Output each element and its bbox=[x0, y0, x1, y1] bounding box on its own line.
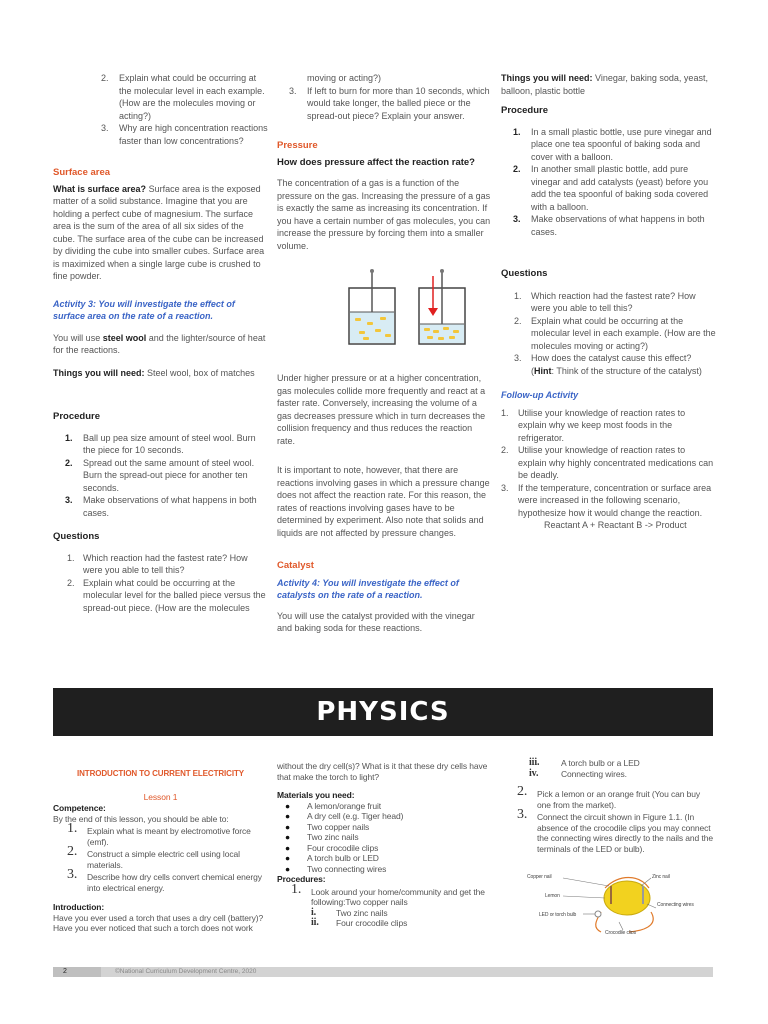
list-item: 1. Ball up pea size amount of steel wool. Burn the piece for 10 seconds. bbox=[65, 432, 256, 455]
pressure-paragraph-3: It is important to note, however, that there are reactions involving gases in which a pressure change does not affect the reaction rate. For this reason, the rates of reactions involving gases have to be determined by experiment. Also note that solids and liquids are not affected by pressure changes. bbox=[277, 465, 490, 538]
list-item: i. Two zinc nails bbox=[311, 906, 388, 918]
chem-column-3 bbox=[501, 72, 716, 532]
copyright-text: ©National Curriculum Development Centre, 2020 bbox=[115, 968, 257, 975]
chem-column-2 bbox=[277, 72, 492, 635]
pressure-paragraph-2: Under higher pressure or at a higher concentration, gas molecules collide more frequently and react at a faster rate. Conversely, increasing the volume of a gas decreases pressure which in turn decreases the collision frequency and thus reduces the reaction rate. bbox=[277, 373, 486, 446]
page-number: 2 bbox=[53, 967, 101, 977]
c3-questions-heading: Questions bbox=[501, 268, 548, 279]
list-item: ● Two connecting wires bbox=[285, 863, 387, 874]
pressure-question: How does pressure affect the reaction rate? bbox=[277, 156, 475, 168]
surface-area-paragraph: What is surface area? Surface area is the exposed matter of a solid substance. Imagine that you are holding a perfect cube of magnesium. The surface area is the sum of the area of all six sides of the cube. The surface area of the cube can be increased by dividing the cube into smaller cubes. Surface area is maximized when a single large cube is crushed to fine powder. bbox=[53, 183, 265, 281]
list-item: ● A torch bulb or LED bbox=[285, 853, 379, 863]
list-item: 3. Connect the circuit shown in Figure 1.1. (In absence of the crocodile clips you may connect the connecting wires directly to the nails and the terminals of the LED or bulb). bbox=[517, 807, 713, 854]
label-lemon: Lemon bbox=[545, 893, 560, 899]
list-item: 3. Why are high concentration reactions faster than low concentrations? bbox=[101, 123, 268, 146]
lesson-label: Lesson 1 bbox=[143, 791, 178, 802]
label-zinc-nail: Zinc nail bbox=[652, 874, 670, 880]
continued-text: moving or acting?) bbox=[307, 73, 382, 83]
list-item: ● Four crocodile clips bbox=[285, 842, 379, 853]
physics-banner: PHYSICS bbox=[53, 688, 713, 736]
procedure-list-continued bbox=[501, 784, 716, 854]
list-item: 1. Which reaction had the fastest rate? How were you able to tell this? bbox=[67, 552, 248, 575]
lemon-circuit-figure bbox=[501, 864, 716, 934]
section-title: INTRODUCTION TO CURRENT ELECTRICITY bbox=[76, 769, 245, 778]
introduction-continued: without the dry cell(s)? What is it that these dry cells have that make the torch to light? bbox=[277, 761, 488, 782]
list-item: 3. Make observations of what happens in both cases. bbox=[65, 495, 257, 518]
surface-area-heading: Surface area bbox=[53, 167, 111, 178]
label-crocodile-clips: Crocodile clips bbox=[605, 930, 637, 934]
list-item: 2. Explain what could be occurring at the molecular level in each example. (How are the molecules moving or acting?) bbox=[514, 315, 716, 351]
introduction-label: Introduction: bbox=[53, 902, 105, 912]
procedure-list bbox=[53, 432, 268, 520]
introduction-text: Have you ever used a torch that uses a dry cell (battery)? Have you ever noticed that such a torch does not work bbox=[53, 912, 264, 933]
list-item: 1. Utilise your knowledge of reaction rates to explain why we keep most foods in the refrigerator. bbox=[501, 407, 686, 443]
list-item: 3. How does the catalyst cause this effect? bbox=[514, 353, 692, 363]
procedure-heading: Procedure bbox=[53, 411, 100, 422]
list-item: ● A lemon/orange fruit bbox=[285, 800, 382, 811]
list-item: 3. Describe how dry cells convert chemical energy into electrical energy. bbox=[67, 867, 262, 893]
sub-items-continued bbox=[501, 758, 716, 779]
label-copper-nail: Copper nail bbox=[527, 874, 552, 880]
competence-text: By the end of this lesson, you should be able to: bbox=[53, 813, 229, 824]
list-item: ● Two zinc nails bbox=[285, 832, 359, 842]
list-item: 2. Utilise your knowledge of reaction rates to explain why highly concentrated medications can be deadly. bbox=[501, 445, 714, 480]
physics-column-1 bbox=[53, 769, 268, 934]
sub-items-list bbox=[277, 908, 492, 929]
materials-label: Materials you need: bbox=[277, 790, 355, 800]
questions-heading: Questions bbox=[53, 531, 100, 542]
list-item: ● A dry cell (e.g. Tiger head) bbox=[285, 811, 404, 821]
questions-list bbox=[53, 552, 268, 615]
hint-text: (Hint: Think of the structure of the catalyst) bbox=[531, 365, 702, 376]
pressure-paragraph-1: The concentration of a gas is a function of the pressure on the gas. Increasing the pressure of a gas is exactly the same as increasing its concentration. If you have a certain number of gas molecules, you can increase the pressure by forcing them into a smaller volume. bbox=[277, 178, 491, 251]
c3-things-you-need: Things you will need: Vinegar, baking soda, yeast, balloon, plastic bottle bbox=[501, 73, 708, 96]
materials-list bbox=[277, 801, 492, 875]
list-item: iv. Connecting wires. bbox=[529, 767, 627, 779]
list-item: 2. In another small plastic bottle, add pure vinegar and add catalysts (yeast) before you add the tea spoonful of baking soda covered with a balloon. bbox=[513, 164, 709, 212]
activity-4-heading: Activity 4: You will investigate the effect of catalysts on the rate of a reaction. bbox=[277, 577, 459, 600]
list-item: 3. If left to burn for more than 10 seconds, which would take longer, the balled piece or the spread-out piece? Explain your answer. bbox=[289, 85, 490, 121]
list-item: 1. Explain what is meant by electromotive force (emf). bbox=[67, 821, 251, 847]
list-item: ii. Four crocodile clips bbox=[311, 917, 408, 928]
chem-column-1 bbox=[53, 72, 268, 614]
c1-top-list bbox=[53, 72, 268, 147]
container-low-pressure bbox=[349, 269, 395, 344]
list-item: 1. In a small plastic bottle, use pure vinegar and place one tea spoonful of baking soda and cover with a balloon. bbox=[513, 126, 712, 162]
container-high-pressure bbox=[419, 269, 465, 344]
competence-label: Competence: bbox=[53, 803, 106, 813]
list-item: 3. Make observations of what happens in both cases. bbox=[513, 214, 705, 237]
you-will-use-text: You will use steel wool and the lighter/source of heat for the reactions. bbox=[53, 332, 266, 355]
follow-up-heading: Follow-up Activity bbox=[501, 390, 579, 400]
physics-column-3 bbox=[501, 758, 716, 934]
list-item: ● Two copper nails bbox=[285, 821, 370, 832]
pressure-diagram bbox=[277, 266, 492, 356]
list-item: 1. Which reaction had the fastest rate? How were you able to tell this? bbox=[514, 290, 696, 313]
list-item: 2. Explain what could be occurring at the molecular level in each example. (How are the molecules moving or acting?) bbox=[101, 73, 265, 121]
list-item: 3. If the temperature, concentration or surface area were increased in the following scenario, hypothesize how it would change the reaction. bbox=[501, 482, 712, 518]
reaction-equation: Reactant A + Reactant B -> Product bbox=[544, 520, 687, 530]
catalyst-heading: Catalyst bbox=[277, 560, 314, 571]
competence-list bbox=[53, 821, 268, 893]
physics-column-2 bbox=[277, 761, 492, 929]
procedures-label: Procedures: bbox=[277, 874, 326, 884]
pressure-heading: Pressure bbox=[277, 140, 318, 151]
c3-questions-list bbox=[501, 290, 716, 378]
list-item: 2. Explain what could be occurring at the molecular level for the balled piece versus the spread-out piece. (How are the molecules bbox=[67, 577, 266, 613]
c3-procedure-list bbox=[501, 126, 716, 239]
list-item: 2. Spread out the same amount of steel wool. Burn the spread-out piece for another ten seconds. bbox=[65, 457, 255, 493]
list-item: iii. A torch bulb or a LED bbox=[529, 757, 640, 768]
catalyst-text: You will use the catalyst provided with the vinegar and baking soda for these reactions. bbox=[277, 610, 475, 633]
label-connecting-wires: Connecting wires bbox=[657, 902, 694, 908]
follow-up-list bbox=[501, 407, 716, 520]
list-item: 1. Look around your home/community and get the following:Two copper nails bbox=[291, 881, 485, 907]
c3-procedure-heading: Procedure bbox=[501, 105, 548, 116]
list-item: 2. Construct a simple electric cell using local materials. bbox=[67, 844, 240, 870]
page-footer bbox=[53, 967, 713, 977]
label-led: LED or torch bulb bbox=[539, 912, 577, 918]
activity-3-heading: Activity 3: You will investigate the effect of surface area on the rate of a reaction. bbox=[53, 298, 235, 321]
list-item: 2. Pick a lemon or an orange fruit (You can buy one from the market). bbox=[517, 784, 701, 810]
things-you-need: Things you will need: Steel wool, box of matches bbox=[53, 367, 255, 378]
